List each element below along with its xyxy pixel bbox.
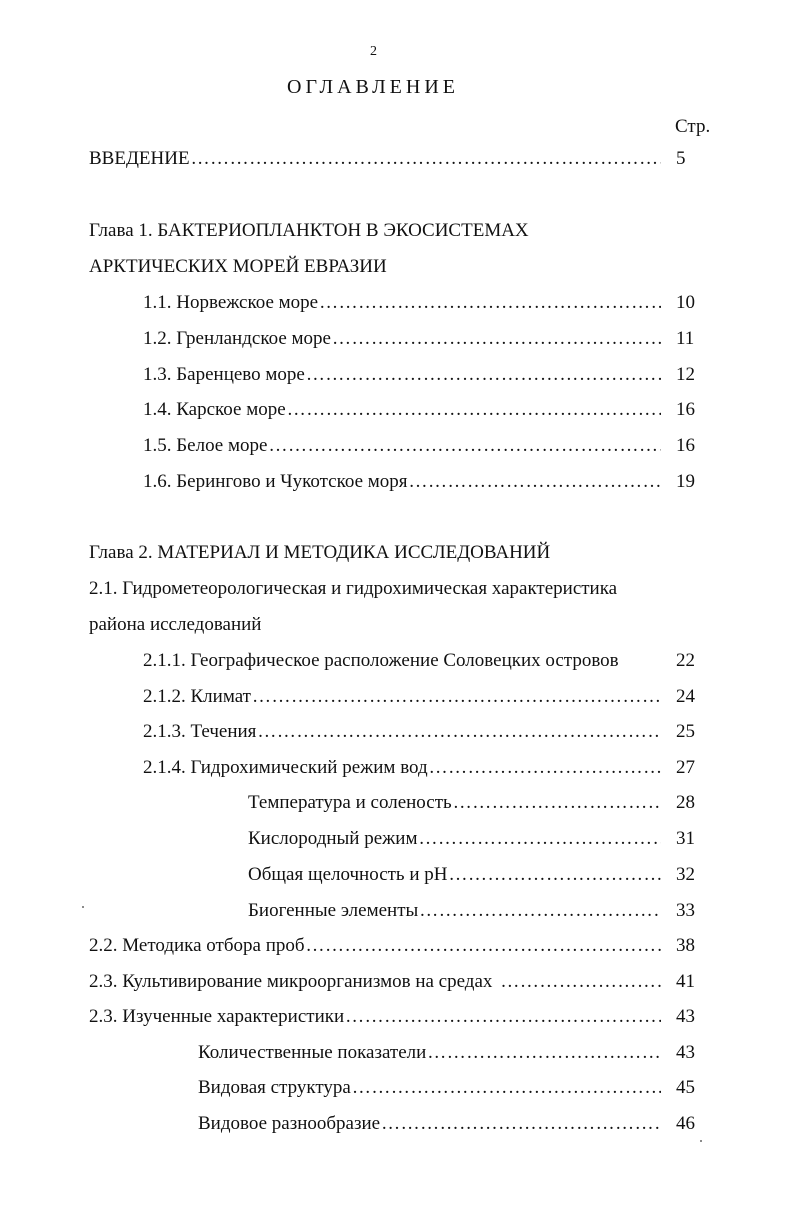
toc-entry-page: 45 (676, 1077, 695, 1098)
dot-leader (319, 292, 661, 314)
toc-entry-label: 2.1.3. Течения (143, 721, 257, 742)
dot-leader (448, 864, 661, 886)
dot-leader (287, 399, 661, 421)
toc-entry-label: 1.6. Берингово и Чукотское моря (143, 471, 408, 492)
section-2-1-title-line-1: 2.1. Гидрометеорологическая и гидрохимическая характеристика (89, 578, 618, 599)
toc-entry-page: 28 (676, 792, 695, 813)
toc-entry-page: 19 (676, 471, 695, 492)
toc-entry-label: ВВЕДЕНИЕ (89, 148, 190, 169)
toc-entry-page: 12 (676, 364, 695, 385)
toc-entry-page: 25 (676, 721, 695, 742)
toc-entry-label: 1.2. Гренландское море (143, 328, 331, 349)
chapter-2-title: Глава 2. МАТЕРИАЛ И МЕТОДИКА ИССЛЕДОВАНИЙ (89, 542, 551, 563)
toc-entry[interactable] (143, 757, 661, 781)
toc-entry-page: 43 (676, 1006, 695, 1027)
page-number: 2 (370, 44, 377, 59)
toc-entry-label: Биогенные элементы (248, 900, 419, 921)
toc-entry-page: 27 (676, 757, 695, 778)
toc-entry-label: 2.1.4. Гидрохимический режим вод (143, 757, 428, 778)
toc-entry-label: 2.1.2. Климат (143, 686, 251, 707)
scan-speck (82, 906, 84, 908)
toc-entry-label: 2.3. Культивирование микроорганизмов на средах (89, 971, 493, 992)
toc-entry-page: 46 (676, 1113, 695, 1134)
dot-leader (427, 1042, 661, 1064)
toc-entry-label: 2.2. Методика отбора проб (89, 935, 305, 956)
toc-entry-page: 22 (676, 650, 695, 671)
chapter-1-title-line-2: АРКТИЧЕСКИХ МОРЕЙ ЕВРАЗИИ (89, 256, 387, 277)
dot-leader (268, 435, 661, 457)
dot-leader (306, 935, 661, 957)
toc-entry-label: Кислородный режим (248, 828, 418, 849)
dot-leader (191, 148, 661, 170)
toc-entry-page: 24 (676, 686, 695, 707)
toc-entry-label: 1.4. Карское море (143, 399, 286, 420)
toc-entry[interactable] (89, 935, 661, 959)
section-2-1-title-line-2: района исследований (89, 614, 262, 635)
page-column-label: Стр. (675, 116, 711, 137)
toc-entry-label: 2.3. Изученные характеристики (89, 1006, 345, 1027)
toc-entry[interactable] (198, 1077, 661, 1101)
dot-leader (381, 1113, 661, 1135)
dot-leader (352, 1077, 661, 1099)
toc-entry[interactable] (143, 471, 661, 495)
dot-leader (419, 900, 661, 922)
toc-entry-page: 11 (676, 328, 695, 349)
dot-leader (429, 757, 661, 779)
dot-leader (500, 971, 661, 993)
scan-speck (700, 1140, 702, 1142)
dot-leader (252, 686, 661, 708)
toc-entry[interactable] (248, 792, 661, 816)
dot-leader (306, 364, 661, 386)
toc-entry-label: 1.5. Белое море (143, 435, 268, 456)
toc-entry[interactable] (143, 328, 661, 352)
dot-leader (332, 328, 661, 350)
toc-entry[interactable] (248, 828, 661, 852)
toc-entry-label: 1.1. Норвежское море (143, 292, 319, 313)
toc-entry-label: Видовое разнообразие (198, 1113, 381, 1134)
toc-entry-page: 33 (676, 900, 695, 921)
toc-entry[interactable] (198, 1042, 661, 1066)
toc-entry[interactable] (198, 1113, 661, 1137)
toc-entry-page: 41 (676, 971, 695, 992)
toc-entry-page: 16 (676, 399, 695, 420)
dot-leader (453, 792, 661, 814)
toc-title: ОГЛАВЛЕНИЕ (287, 76, 459, 98)
toc-entry[interactable] (143, 399, 661, 423)
toc-entry[interactable] (143, 686, 661, 710)
chapter-1-title-line-1: Глава 1. БАКТЕРИОПЛАНКТОН В ЭКОСИСТЕМАХ (89, 220, 529, 241)
toc-entry-page: 16 (676, 435, 695, 456)
toc-entry-page: 43 (676, 1042, 695, 1063)
toc-entry-page: 5 (676, 148, 686, 169)
toc-entry[interactable] (248, 864, 661, 888)
toc-entry-page: 32 (676, 864, 695, 885)
toc-entry[interactable] (143, 721, 661, 745)
toc-entry-label: Видовая структура (198, 1077, 351, 1098)
toc-entry-label: Температура и соленость (248, 792, 452, 813)
toc-entry[interactable] (89, 971, 661, 995)
toc-entry-page: 31 (676, 828, 695, 849)
dot-leader (257, 721, 661, 743)
toc-entry-label: 1.3. Баренцево море (143, 364, 305, 385)
toc-entry-label: Общая щелочность и pH (248, 864, 448, 885)
toc-entry-label: 2.1.1. Географическое расположение Соловецких островов (143, 650, 619, 671)
toc-entry[interactable] (143, 650, 661, 674)
toc-entry[interactable] (248, 900, 661, 924)
toc-entry[interactable] (89, 1006, 661, 1030)
toc-entry-label: Количественные показатели (198, 1042, 427, 1063)
toc-entry-page: 10 (676, 292, 695, 313)
toc-entry-page: 38 (676, 935, 695, 956)
dot-leader (418, 828, 661, 850)
toc-entry[interactable] (143, 292, 661, 316)
dot-leader (409, 471, 661, 493)
toc-entry[interactable] (143, 364, 661, 388)
toc-entry-intro[interactable] (89, 148, 661, 172)
toc-entry[interactable] (143, 435, 661, 459)
dot-leader (345, 1006, 661, 1028)
